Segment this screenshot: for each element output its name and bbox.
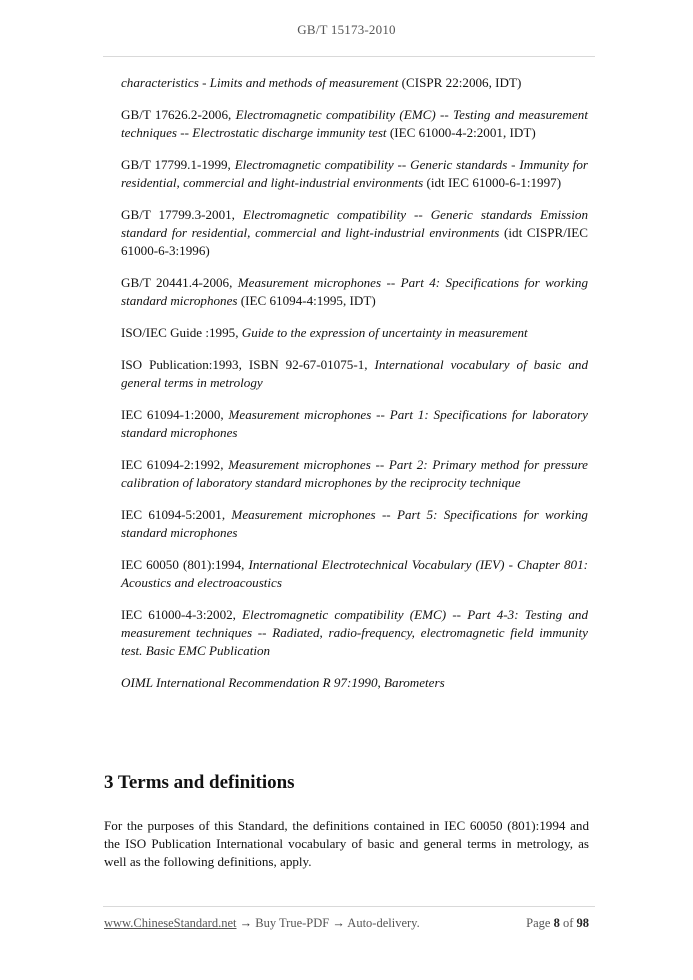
arrow-right-icon: → [239,916,253,930]
section-heading: 3 Terms and definitions [104,772,295,793]
auto-delivery-text: Auto-delivery. [344,916,420,930]
reference-item: IEC 61094-1:2000, Measurement microphones -- Part 1: Specifications for laboratory standard microphones [121,407,588,440]
normative-references-list [121,74,588,706]
footer-promo [104,916,420,931]
footer-divider [103,906,595,907]
site-link[interactable]: www.ChineseStandard.net [104,916,237,930]
reference-item: GB/T 17799.1-1999, Electromagnetic compatibility -- Generic standards - Immunity for residential, commercial and light-industrial environments (idt IEC 61000-6-1:1997) [121,157,588,190]
reference-item: IEC 61094-2:1992, Measurement microphones -- Part 2: Primary method for pressure calibration of laboratory standard microphones by the reciprocity technique [121,457,588,490]
header-divider [103,56,595,57]
arrow-right-icon: → [332,916,345,930]
reference-item: ISO Publication:1993, ISBN 92-67-01075-1, International vocabulary of basic and general terms in metrology [121,357,588,390]
reference-item: GB/T 20441.4-2006, Measurement microphones -- Part 4: Specifications for working standard microphones (IEC 61094-4:1995, IDT) [121,275,588,308]
page-number: Page 8 of 98 [526,916,589,930]
reference-item: OIML International Recommendation R 97:1990, Barometers [121,675,445,690]
reference-item: IEC 60050 (801):1994, International Electrotechnical Vocabulary (IEV) - Chapter 801: Acoustics and electroacoustics [121,557,589,590]
buy-pdf-text: Buy True-PDF [252,916,333,930]
reference-item: GB/T 17626.2-2006, Electromagnetic compatibility (EMC) -- Testing and measurement techniques -- Electrostatic discharge immunity test (IEC 61000-4-2:2001, IDT) [121,107,588,140]
reference-item: IEC 61000-4-3:2002, Electromagnetic compatibility (EMC) -- Part 4-3: Testing and measurement techniques -- Radiated, radio-frequency, electromagnetic field immunity test. Basic EMC Publication [121,607,588,658]
reference-item: ISO/IEC Guide :1995, Guide to the expression of uncertainty in measurement [121,325,528,340]
document-code-header: GB/T 15173-2010 [297,22,396,37]
reference-item: IEC 61094-5:2001, Measurement microphones -- Part 5: Specifications for working standard microphones [121,507,588,540]
current-page: 8 [553,916,560,930]
total-pages: 98 [576,916,589,930]
reference-item: characteristics - Limits and methods of measurement (CISPR 22:2006, IDT) [121,75,522,90]
reference-item: GB/T 17799.3-2001, Electromagnetic compatibility -- Generic standards Emission standard for residential, commercial and light-industrial environments (idt CISPR/IEC 61000-6-3:1996) [121,207,589,258]
section-paragraph: For the purposes of this Standard, the definitions contained in IEC 60050 (801):1994 and the ISO Publication International vocabulary of basic and general terms in metrology, as well as the following definitions, apply. [104,818,589,869]
